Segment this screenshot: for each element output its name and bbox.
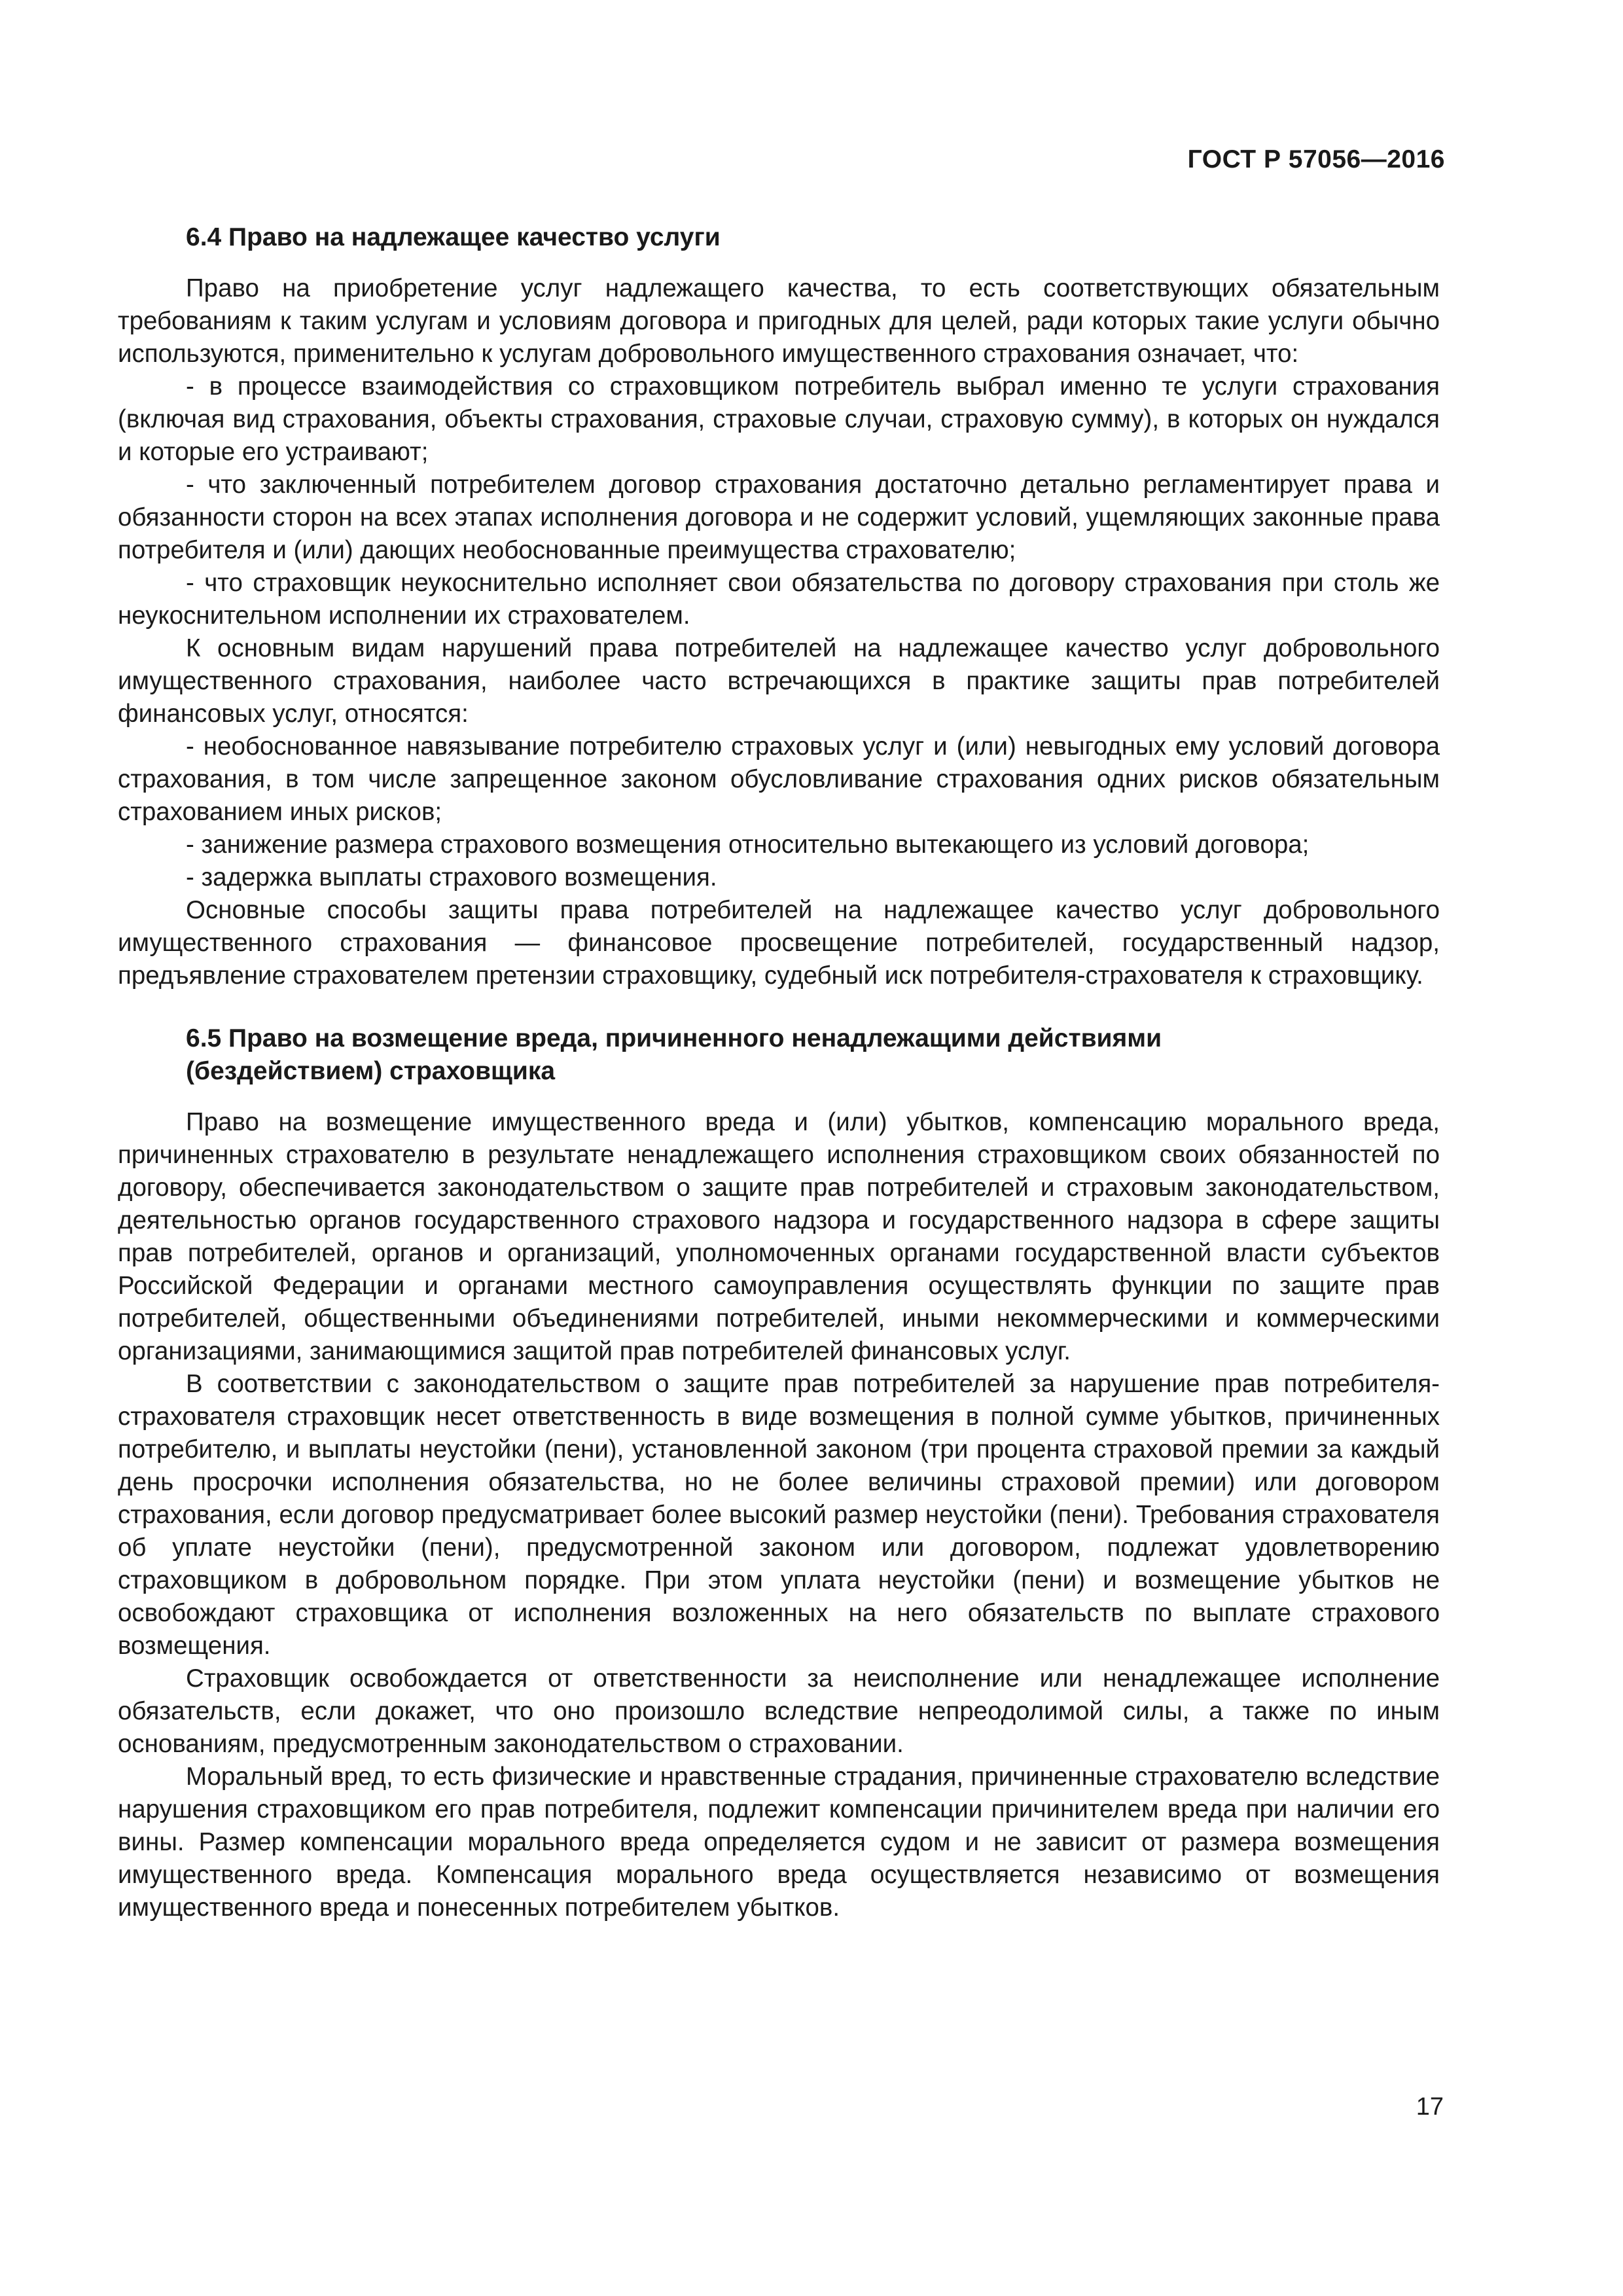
section-6-5-title: 6.5 Право на возмещение вреда, причиненного ненадлежащими действиями (бездействием) страховщика bbox=[186, 1024, 1162, 1085]
paragraph: В соответствии с законодательством о защите прав потребителей за нарушение прав потребителя-страхователя страховщик несет ответственность в виде возмещения в полной сумме убытков, причиненных потребителю, и выплаты неустойки (пени), установленной законом (три процента страховой премии за каждый день просрочки исполнения обязательства, но не более величины страховой премии) или договором страхования, если договор предусматривает более высокий размер неустойки (пени). Требования страхователя об уплате неустойки (пени), предусмотренной законом или договором, подлежат удовлетворению страховщиком в добровольном порядке. При этом уплата неустойки (пени) и возмещение убытков не освобождают страховщика от исполнения возложенных на него обязательств по выплате страхового возмещения. bbox=[118, 1370, 1440, 1660]
list-item: - задержка выплаты страхового возмещения. bbox=[186, 863, 717, 891]
list-item: - в процессе взаимодействия со страховщиком потребитель выбрал именно те услуги страхования (включая вид страхования, объекты страхования, страховые случаи, страховую сумму), в которых он нуждался и которые его устраивают; bbox=[118, 372, 1440, 466]
paragraph: Моральный вред, то есть физические и нравственные страдания, причиненные страхователю вследствие нарушения страховщиком его прав потребителя, подлежит компенсации причинителем вреда при наличии его вины. Размер компенсации морального вреда определяется судом и не зависит от размера возмещения имущественного вреда. Компенсация морального вреда осуществляется независимо от возмещения имущественного вреда и понесенных потребителем убытков. bbox=[118, 1763, 1440, 1922]
section-6-4 bbox=[118, 221, 1440, 992]
paragraph: Право на возмещение имущественного вреда и (или) убытков, компенсацию морального вреда, причиненных страхователю в результате ненадлежащего исполнения страховщиком своих обязанностей по договору, обеспечивается законодательством о защите прав потребителей и страховым законодательством, деятельностью органов государственного страхового надзора и государственного надзора в сфере защиты прав потребителей, органов и организаций, уполномоченных органами государственной власти субъектов Российской Федерации и органами местного самоуправления осуществлять функции по защите прав потребителей, общественными объединениями потребителей, иными некоммерческими и коммерческими организациями, занимающимися защитой прав потребителей финансовых услуг. bbox=[118, 1108, 1440, 1365]
document-body bbox=[118, 221, 1440, 1924]
list-item: - необоснованное навязывание потребителю страховых услуг и (или) невыгодных ему условий договора страхования, в том числе запрещенное законом обусловливание страхования одних рисков обязательным страхованием иных рисков; bbox=[118, 732, 1440, 826]
document-code: ГОСТ Р 57056—2016 bbox=[1187, 145, 1445, 173]
paragraph: Основные способы защиты права потребителей на надлежащее качество услуг добровольного имущественного страхования — финансовое просвещение потребителей, государственный надзор, предъявление страхователем претензии страховщику, судебный иск потребителя-страхователя к страховщику. bbox=[118, 896, 1440, 990]
section-6-5 bbox=[118, 1022, 1440, 1924]
paragraph: К основным видам нарушений права потребителей на надлежащее качество услуг добровольного имущественного страхования, наиболее часто встречающихся в практике защиты прав потребителей финансовых услуг, относятся: bbox=[118, 634, 1440, 728]
list-item: - что заключенный потребителем договор страхования достаточно детально регламентирует права и обязанности сторон на всех этапах исполнения договора и не содержит условий, ущемляющих законные права потребителя и (или) дающих необоснованные преимущества страхователю; bbox=[118, 471, 1440, 564]
section-6-4-title: 6.4 Право на надлежащее качество услуги bbox=[186, 223, 721, 251]
list-item: - занижение размера страхового возмещения относительно вытекающего из условий договора; bbox=[186, 831, 1310, 859]
paragraph: Право на приобретение услуг надлежащего качества, то есть соответствующих обязательным требованиям к таким услугам и условиям договора и пригодных для целей, ради которых такие услуги обычно используются, применительно к услугам добровольного имущественного страхования означает, что: bbox=[118, 274, 1440, 368]
page-number: 17 bbox=[1416, 2093, 1444, 2121]
list-item: - что страховщик неукоснительно исполняет свои обязательства по договору страхования при столь же неукоснительном исполнении их страхователем. bbox=[118, 569, 1440, 630]
paragraph: Страховщик освобождается от ответственности за неисполнение или ненадлежащее исполнение обязательств, если докажет, что оно произошло вследствие непреодолимой силы, а также по иным основаниям, предусмотренным законодательством о страховании. bbox=[118, 1664, 1440, 1758]
